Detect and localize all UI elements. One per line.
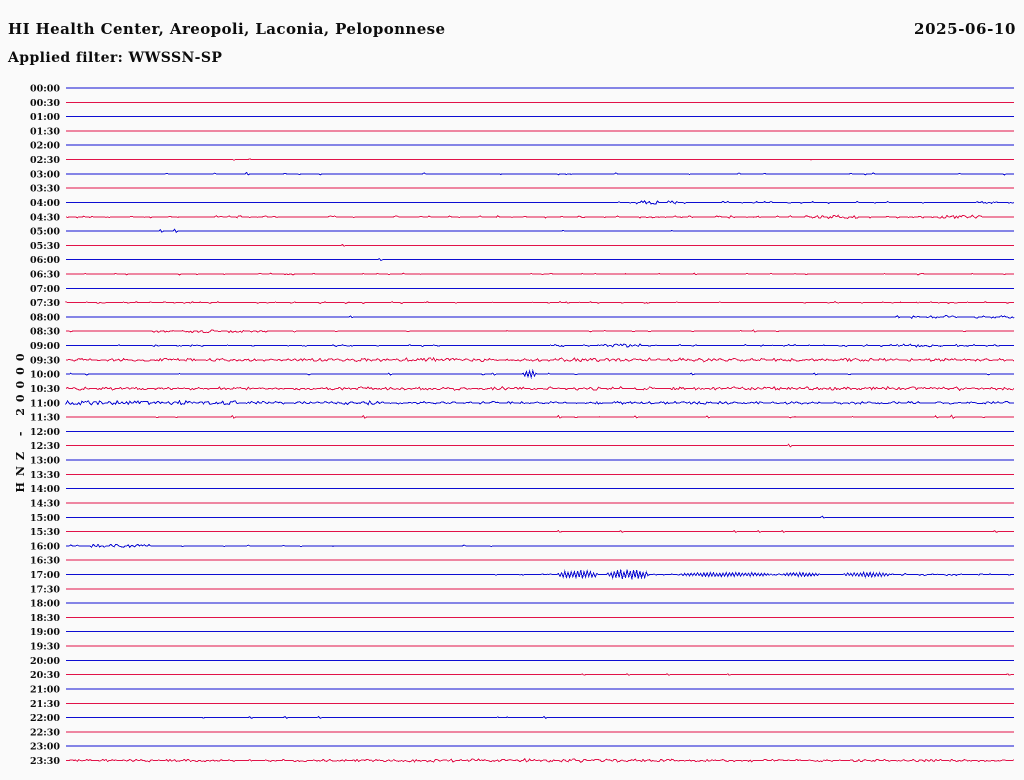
time-label-13:00: 13:00 <box>30 455 60 467</box>
trace-row-04:30 <box>30 212 1014 223</box>
trace-row-21:00 <box>30 685 1014 696</box>
time-label-09:30: 09:30 <box>30 355 60 367</box>
trace-row-11:30 <box>30 413 1014 424</box>
time-label-12:00: 12:00 <box>30 426 60 438</box>
time-label-00:00: 00:00 <box>30 83 60 95</box>
trace-row-09:30 <box>30 355 1014 366</box>
trace-row-09:00 <box>30 341 1014 352</box>
trace-08:00 <box>66 316 1014 319</box>
trace-20:30 <box>66 674 1014 675</box>
trace-row-14:00 <box>30 484 1014 495</box>
time-label-15:30: 15:30 <box>30 527 60 539</box>
trace-09:00 <box>66 344 1014 347</box>
trace-row-02:30 <box>30 155 1014 166</box>
time-label-11:30: 11:30 <box>30 412 60 424</box>
trace-row-06:00 <box>30 255 1014 266</box>
time-label-19:00: 19:00 <box>30 627 60 639</box>
trace-05:00 <box>66 229 1014 232</box>
trace-23:30 <box>66 759 1014 762</box>
trace-row-15:30 <box>30 527 1014 538</box>
trace-02:30 <box>66 159 1014 160</box>
time-label-20:30: 20:30 <box>30 670 60 682</box>
trace-05:30 <box>66 245 1014 247</box>
time-label-17:30: 17:30 <box>30 584 60 596</box>
trace-row-21:30 <box>30 699 1014 710</box>
trace-row-18:30 <box>30 613 1014 624</box>
time-label-20:00: 20:00 <box>30 655 60 667</box>
trace-row-18:00 <box>30 599 1014 610</box>
time-label-04:00: 04:00 <box>30 198 60 209</box>
time-label-05:30: 05:30 <box>30 240 60 252</box>
time-label-02:30: 02:30 <box>30 155 60 166</box>
channel-scale-label: HNZ - 20000 <box>14 347 27 493</box>
trace-row-19:00 <box>30 627 1014 638</box>
trace-15:00 <box>66 516 1014 518</box>
trace-06:30 <box>66 273 1014 275</box>
time-label-21:30: 21:30 <box>30 698 60 710</box>
time-label-10:30: 10:30 <box>30 384 60 395</box>
time-label-18:00: 18:00 <box>30 598 60 610</box>
trace-11:30 <box>66 415 1014 418</box>
page-title: HI Health Center, Areopoli, Laconia, Peloponnese <box>8 20 446 38</box>
time-label-03:00: 03:00 <box>30 169 60 181</box>
time-label-09:00: 09:00 <box>30 341 60 353</box>
time-label-17:00: 17:00 <box>30 570 60 581</box>
trace-10:30 <box>66 387 1014 391</box>
time-label-07:30: 07:30 <box>30 298 60 310</box>
time-label-14:30: 14:30 <box>30 498 60 510</box>
trace-row-14:30 <box>30 498 1014 509</box>
trace-row-22:00 <box>30 713 1014 724</box>
trace-09:30 <box>66 358 1014 362</box>
trace-row-00:00 <box>30 84 1014 95</box>
trace-row-01:00 <box>30 112 1014 123</box>
time-label-08:00: 08:00 <box>30 312 60 324</box>
trace-row-13:30 <box>30 470 1014 481</box>
trace-row-16:00 <box>30 541 1014 552</box>
time-label-01:00: 01:00 <box>30 112 60 124</box>
trace-12:30 <box>66 444 1014 447</box>
time-label-23:30: 23:30 <box>30 756 60 767</box>
time-label-11:00: 11:00 <box>30 398 60 410</box>
trace-04:00 <box>66 201 1014 204</box>
trace-16:00 <box>66 544 1014 547</box>
time-label-23:00: 23:00 <box>30 741 60 753</box>
trace-row-23:00 <box>30 742 1014 753</box>
trace-row-06:30 <box>30 270 1014 281</box>
date-label: 2025-06-10 <box>914 20 1016 38</box>
trace-row-20:00 <box>30 656 1014 667</box>
trace-17:00 <box>66 570 1014 580</box>
trace-row-05:00 <box>30 227 1014 238</box>
trace-row-22:30 <box>30 727 1014 738</box>
time-label-02:00: 02:00 <box>30 140 60 152</box>
time-label-07:00: 07:00 <box>30 283 60 295</box>
time-label-05:00: 05:00 <box>30 226 60 238</box>
trace-row-17:30 <box>30 584 1014 595</box>
trace-10:00 <box>66 371 1014 377</box>
time-label-03:30: 03:30 <box>30 183 60 195</box>
trace-row-23:30 <box>30 756 1014 767</box>
time-label-04:30: 04:30 <box>30 212 60 224</box>
time-label-16:00: 16:00 <box>30 541 60 553</box>
trace-row-10:30 <box>30 384 1014 395</box>
trace-row-15:00 <box>30 513 1014 524</box>
trace-row-10:00 <box>30 370 1014 381</box>
time-label-22:00: 22:00 <box>30 713 60 725</box>
time-label-10:00: 10:00 <box>30 369 60 381</box>
trace-row-12:00 <box>30 427 1014 438</box>
time-label-21:00: 21:00 <box>30 684 60 696</box>
trace-row-12:30 <box>30 441 1014 452</box>
trace-row-01:30 <box>30 126 1014 137</box>
trace-03:00 <box>66 173 1014 175</box>
time-label-12:30: 12:30 <box>30 441 60 453</box>
trace-11:00 <box>66 401 1014 405</box>
time-label-19:30: 19:30 <box>30 641 60 653</box>
trace-row-19:30 <box>30 642 1014 653</box>
time-label-14:00: 14:00 <box>30 484 60 496</box>
trace-row-08:30 <box>30 327 1014 338</box>
trace-row-07:30 <box>30 298 1014 309</box>
trace-15:30 <box>66 531 1014 533</box>
time-label-15:00: 15:00 <box>30 512 60 524</box>
trace-row-17:00 <box>30 570 1014 581</box>
time-label-16:30: 16:30 <box>30 555 60 567</box>
trace-row-13:00 <box>30 456 1014 467</box>
trace-06:00 <box>66 259 1014 261</box>
trace-row-16:30 <box>30 556 1014 567</box>
time-label-13:30: 13:30 <box>30 469 60 481</box>
time-label-01:30: 01:30 <box>30 126 60 138</box>
trace-row-08:00 <box>30 312 1014 323</box>
trace-22:00 <box>66 717 1014 719</box>
time-label-06:00: 06:00 <box>30 255 60 267</box>
trace-07:30 <box>66 302 1014 304</box>
trace-row-03:00 <box>30 169 1014 180</box>
trace-08:30 <box>66 330 1014 333</box>
trace-row-05:30 <box>30 241 1014 252</box>
time-label-06:30: 06:30 <box>30 269 60 281</box>
trace-row-02:00 <box>30 141 1014 152</box>
time-label-00:30: 00:30 <box>30 97 60 109</box>
trace-row-03:30 <box>30 184 1014 195</box>
time-label-08:30: 08:30 <box>30 326 60 338</box>
trace-row-04:00 <box>30 198 1014 209</box>
trace-row-20:30 <box>30 670 1014 681</box>
trace-row-11:00 <box>30 398 1014 409</box>
trace-row-07:00 <box>30 284 1014 295</box>
time-label-18:30: 18:30 <box>30 612 60 624</box>
trace-04:30 <box>66 215 1014 218</box>
time-label-22:30: 22:30 <box>30 727 60 739</box>
filter-label: Applied filter: WWSSN-SP <box>8 50 223 66</box>
trace-row-00:30 <box>30 98 1014 109</box>
